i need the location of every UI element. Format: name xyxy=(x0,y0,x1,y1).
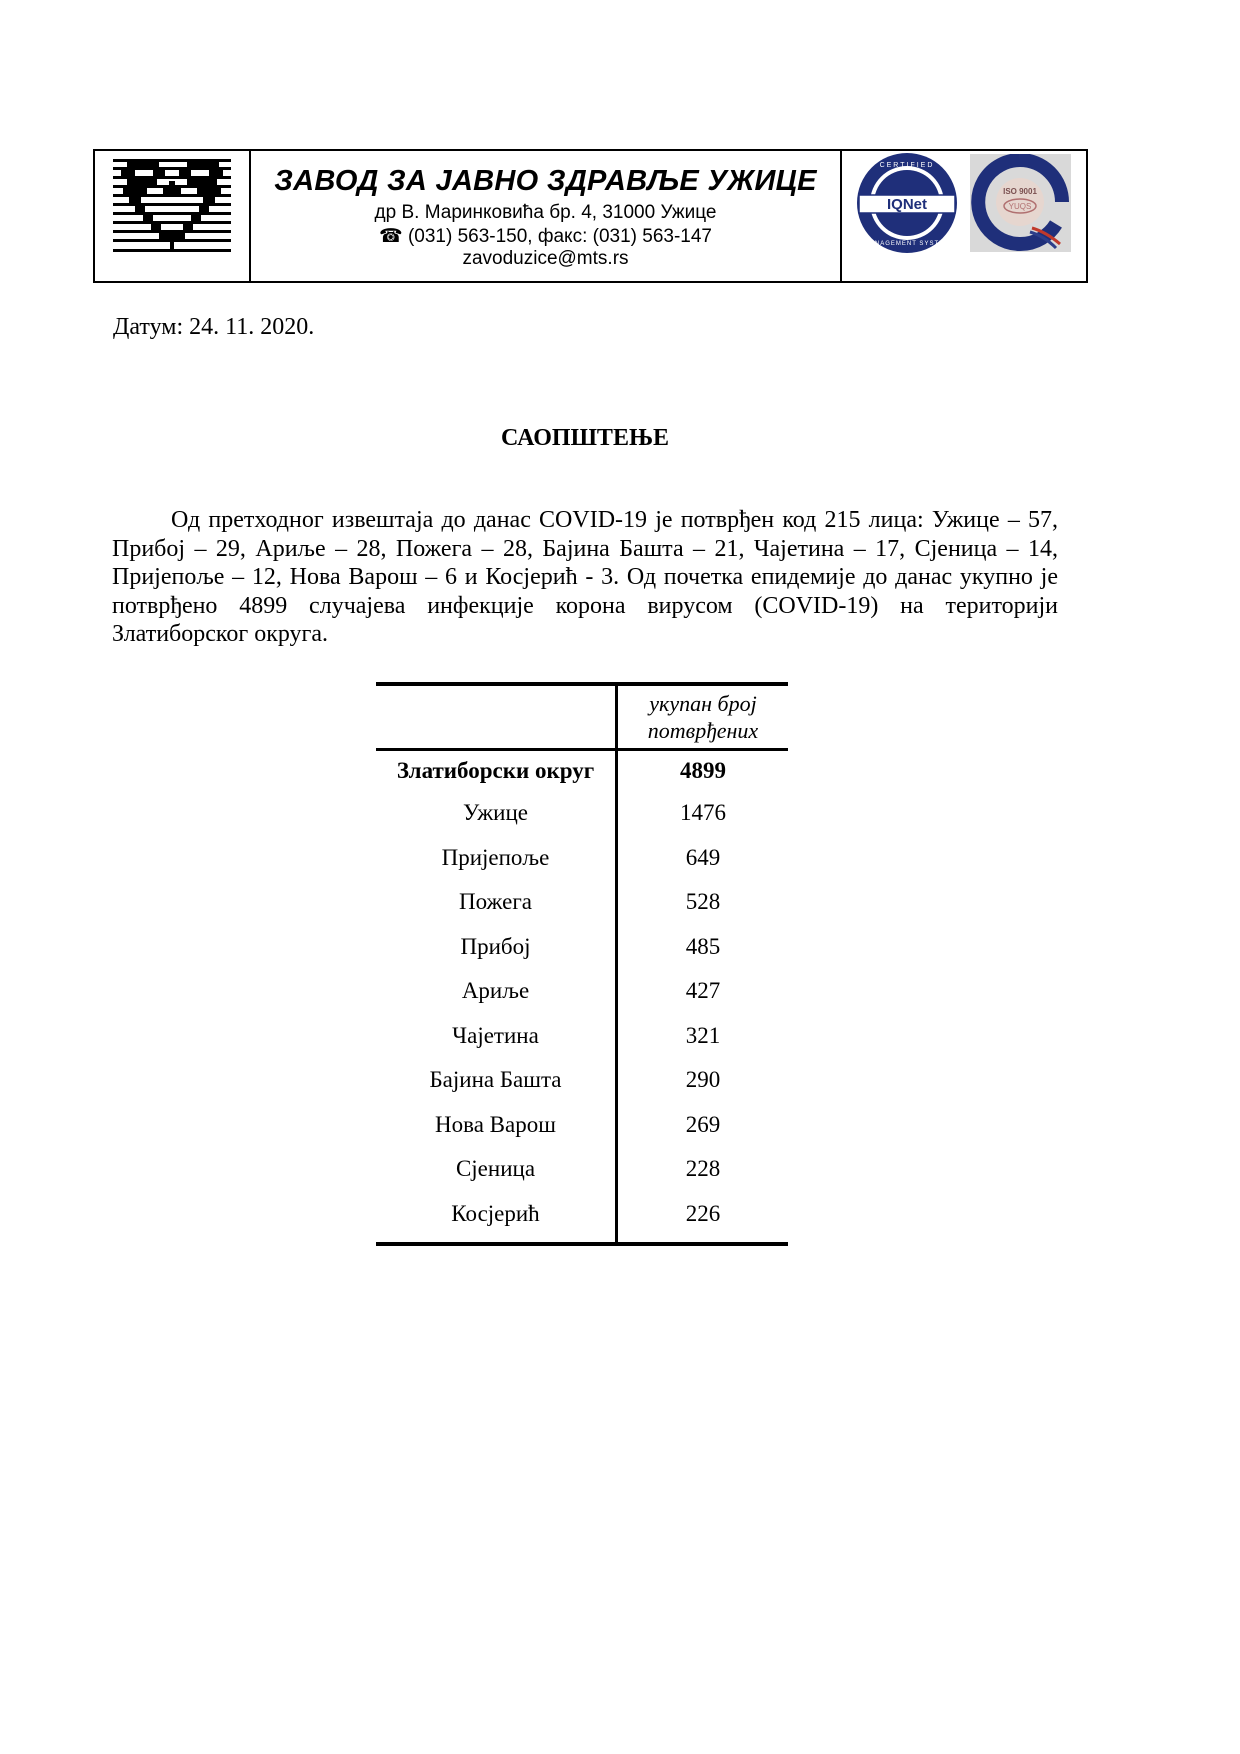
table-row xyxy=(376,925,788,970)
table-row xyxy=(376,1103,788,1148)
document-date: Датум: 24. 11. 2020. xyxy=(113,314,315,340)
org-name: ЗАВОД ЗА ЈАВНО ЗДРАВЉЕ УЖИЦЕ xyxy=(274,165,817,197)
table-row xyxy=(376,969,788,1014)
institute-logo-cell xyxy=(95,151,251,281)
heart-stripes-logo-icon xyxy=(113,159,231,259)
header-municipality xyxy=(376,686,618,748)
municipality-count: 228 xyxy=(685,1156,721,1181)
svg-text:CERTIFIED: CERTIFIED xyxy=(879,162,935,169)
municipality-name: Пожега xyxy=(376,880,618,925)
svg-text:MANAGEMENT SYSTEM: MANAGEMENT SYSTEM xyxy=(863,241,951,247)
letterhead xyxy=(93,149,1088,283)
municipality-name: Нова Варош xyxy=(376,1103,618,1148)
org-email: zavoduzice@mts.rs xyxy=(462,248,629,269)
table-row xyxy=(376,836,788,881)
table-row-total xyxy=(376,751,788,791)
svg-text:IQNet: IQNet xyxy=(886,196,928,213)
table-row xyxy=(376,791,788,836)
certification-logos xyxy=(842,151,1086,281)
cases-table xyxy=(376,682,788,1246)
document-title: САОПШТЕЊЕ xyxy=(500,425,670,451)
iqnet-certified-logo-icon xyxy=(855,151,959,255)
phone-icon: ☎ xyxy=(378,226,403,247)
org-phone-line xyxy=(251,225,840,248)
table-header-row xyxy=(376,686,788,751)
table-row xyxy=(376,1058,788,1103)
municipality-name: Сјеница xyxy=(376,1147,618,1192)
svg-text:ISO 9001: ISO 9001 xyxy=(1003,187,1037,196)
municipality-name: Ариље xyxy=(376,969,618,1014)
district-total: 4899 xyxy=(680,758,726,783)
municipality-name: Пријепоље xyxy=(376,836,618,881)
announcement-body: Од претходног извештаја до данас COVID-19 је потврђен код 215 лица: Ужице – 57, Прибој – 29, Ариље – 28, Пожега – 28, Бајина Башта – 21, Чајетина – 17, Сјеница – 14, Пријепоље – 12, Нова Варош – 6 и Косјерић - 3. Од почетка епидемије до данас укупно је потврђено 4899 случајева инфекције корона вирусом (COVID-19) на територији Златиборског округа. xyxy=(112,507,1058,648)
municipality-count: 321 xyxy=(685,1022,721,1048)
municipality-count: 226 xyxy=(685,1200,721,1226)
municipality-name: Ужице xyxy=(376,791,618,836)
municipality-count: 269 xyxy=(685,1111,721,1137)
municipality-name: Прибој xyxy=(376,925,618,970)
municipality-name: Бајина Башта xyxy=(376,1058,618,1103)
iso-9001-yuqs-logo-icon xyxy=(970,154,1071,252)
district-name: Златиборски округ xyxy=(376,751,618,791)
municipality-count: 290 xyxy=(685,1067,721,1092)
municipality-count: 1476 xyxy=(680,800,726,825)
municipality-name: Косјерић xyxy=(376,1192,618,1242)
org-address: др В. Маринковића бр. 4, 31000 Ужице xyxy=(374,202,717,223)
municipality-count: 649 xyxy=(685,844,721,870)
table-row xyxy=(376,1147,788,1192)
table-row xyxy=(376,1192,788,1242)
institute-info xyxy=(251,151,842,281)
org-phone: (031) 563-150, факс: (031) 563-147 xyxy=(407,226,713,247)
municipality-name: Чајетина xyxy=(376,1014,618,1059)
municipality-count: 485 xyxy=(685,933,721,959)
municipality-count: 528 xyxy=(685,889,721,914)
header-total-confirmed: укупан број потврђених xyxy=(647,691,759,743)
table-row xyxy=(376,1014,788,1059)
svg-text:YUQS: YUQS xyxy=(1008,202,1032,211)
table-row xyxy=(376,880,788,925)
municipality-count: 427 xyxy=(685,978,721,1003)
